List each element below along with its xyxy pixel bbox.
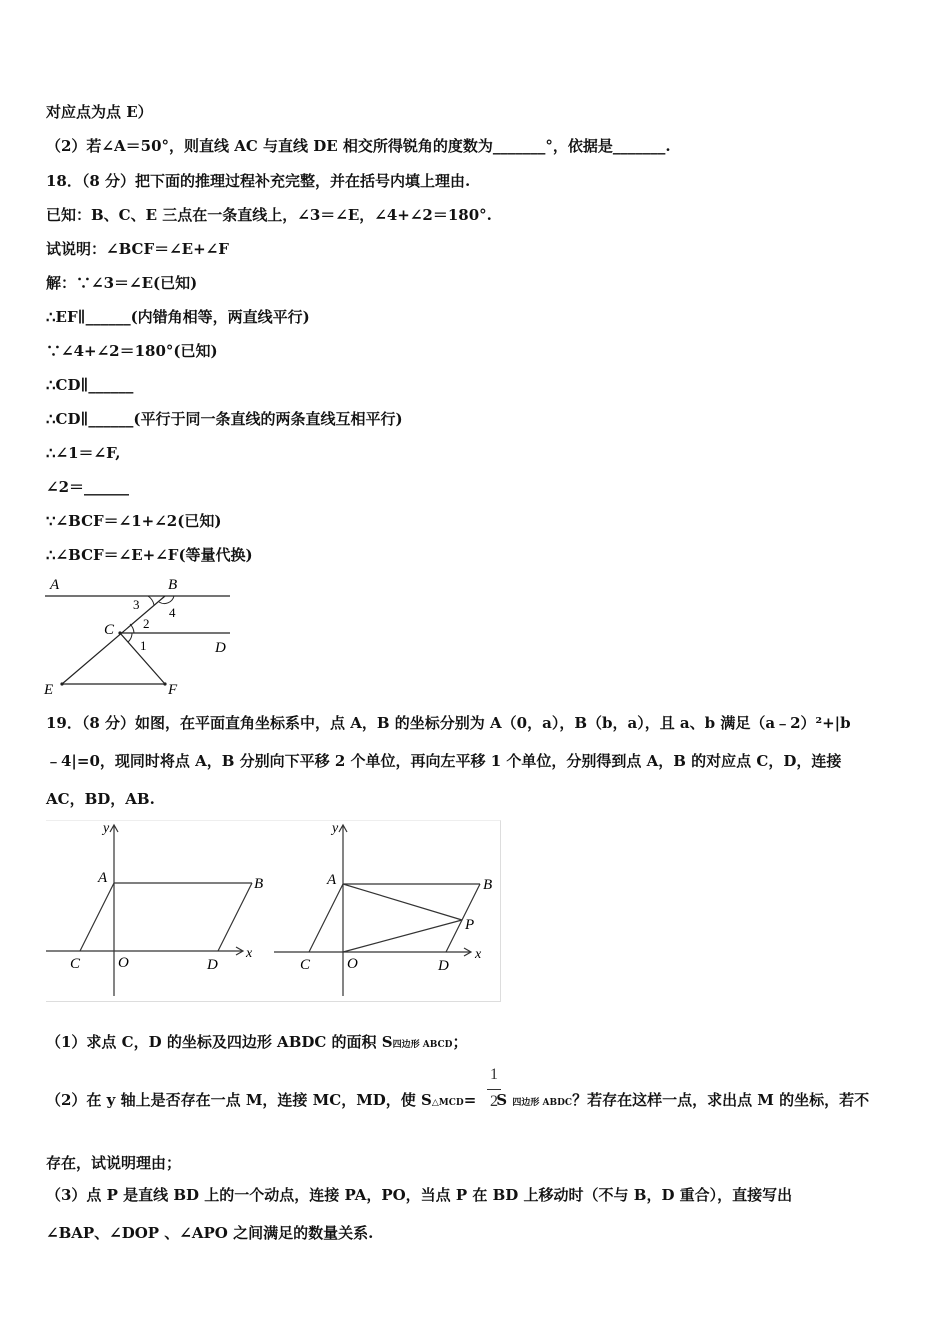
q19-figure-1 [46,820,266,1000]
point-c [118,631,121,634]
q19-line2: ﹣4|=0，现同时将点 A，B 分别向下平移 2 个单位，再向左平移 1 个单位，分别得到点 A，B 的对应点 C，D，连接 [46,752,842,770]
point-e [60,682,63,685]
fig1-label-a: A [98,870,108,886]
label-angle-1: 1 [140,638,147,653]
fig1-label-d: D [207,957,218,973]
label-b: B [168,577,178,593]
q19-part2-eq: = [463,1091,477,1109]
fraction-numerator: 1 [490,1066,498,1083]
fig2-label-c: C [300,957,311,973]
q18-step-6: ∴∠1＝∠F, [46,444,121,462]
q18-step-1: 解：∵∠3＝∠E(已知) [46,274,198,292]
segment-bd [446,884,480,952]
fig1-label-b: B [254,876,264,892]
q19-line3: AC，BD，AB. [46,790,155,808]
label-f: F [168,682,178,698]
label-c: C [104,622,115,638]
segment-ac [80,883,114,951]
q19-part3-line2: ∠BAP、∠DOP 、∠APO 之间满足的数量关系. [46,1224,374,1242]
fig1-label-o: O [118,955,129,971]
q19-heading: 19．（8 分）如图，在平面直角坐标系中，点 A，B 的坐标分别为 A（0，a），B（b，a），且 a、b 满足（a﹣2）²+|b [46,714,851,732]
fig2-label-o: O [347,956,358,972]
label-a: A [50,577,60,593]
label-d: D [215,640,226,656]
fig2-label-d: D [438,958,449,974]
q19-part2-text-b: S [496,1091,508,1109]
q18-step-3: ∵∠4+∠2＝180°(已知) [46,342,218,360]
label-angle-2: 2 [143,616,150,631]
q18-step-8: ∵∠BCF＝∠1+∠2(已知) [46,512,222,530]
fig2-label-p: P [465,917,475,933]
fig1-label-y: y [103,821,110,836]
segment-ap [343,884,462,920]
q19-part2-line1 [46,1090,869,1113]
q17-line1: 对应点为点 E） [46,103,153,121]
segment-op [343,920,462,952]
fig2-label-y: y [332,821,339,836]
q18-step-4: ∴CD∥______ [46,376,134,394]
q18-given: 已知：B、C、E 三点在一条直线上，∠3＝∠E，∠4+∠2＝180°. [46,206,492,224]
q19-part1-sub: 四边形 ABCD [392,1040,453,1050]
q19-part1 [46,1032,467,1055]
line-be [62,596,165,684]
q19-part2-line2: 存在，试说明理由； [46,1154,182,1172]
q18-prove: 试说明：∠BCF＝∠E+∠F [46,240,229,258]
segment-bd [218,883,252,951]
segment-ac [309,884,343,952]
q19-part2-sub2: 四边形 ABDC [512,1098,573,1108]
fig1-label-c: C [70,956,81,972]
angle-3-arc [148,596,154,605]
q19-part2-text-c: ？若存在这样一点，求出点 M 的坐标，若不 [572,1091,870,1109]
q17-line2: （2）若∠A＝50°，则直线 AC 与直线 DE 相交所得锐角的度数为_______°，依据是_______. [46,137,671,155]
q19-part2-text-a: （2）在 y 轴上是否存在一点 M，连接 MC，MD，使 S [46,1091,432,1109]
fig2-label-x: x [475,947,482,962]
q18-step-5: ∴CD∥______(平行于同一条直线的两条直线互相平行) [46,410,403,428]
q19-line1 [46,713,851,733]
label-angle-4: 4 [169,605,176,620]
q18-geometry-figure [40,572,240,698]
fig2-label-a: A [327,872,337,888]
q18-step-2: ∴EF∥______(内错角相等，两直线平行) [46,308,310,326]
q19-part1-text: （1）求点 C，D 的坐标及四边形 ABDC 的面积 S [46,1033,393,1051]
q19-part3-line1: （3）点 P 是直线 BD 上的一个动点，连接 PA，PO，当点 P 在 BD 上移动时（不与 B，D 重合），直接写出 [46,1186,793,1204]
label-angle-3: 3 [133,597,140,612]
angle-1-arc [128,633,132,642]
q19-figure-2 [270,820,500,1000]
fraction-denominator: 2 [490,1093,498,1110]
q19-part1-end: ； [452,1033,468,1051]
q18-heading [46,171,470,191]
fig1-label-x: x [246,946,253,961]
angle-2-arc [130,624,134,633]
point-f [163,682,166,685]
label-e: E [44,682,54,698]
fig2-label-b: B [483,877,493,893]
q18-step-9: ∴∠BCF＝∠E+∠F(等量代换) [46,546,253,564]
q18-step-7: ∠2＝______ [46,478,130,496]
q18-heading-text: 18．（8 分）把下面的推理过程补充完整，并在括号内填上理由. [46,172,471,190]
q19-part2-sub1: △MCD [431,1098,464,1108]
